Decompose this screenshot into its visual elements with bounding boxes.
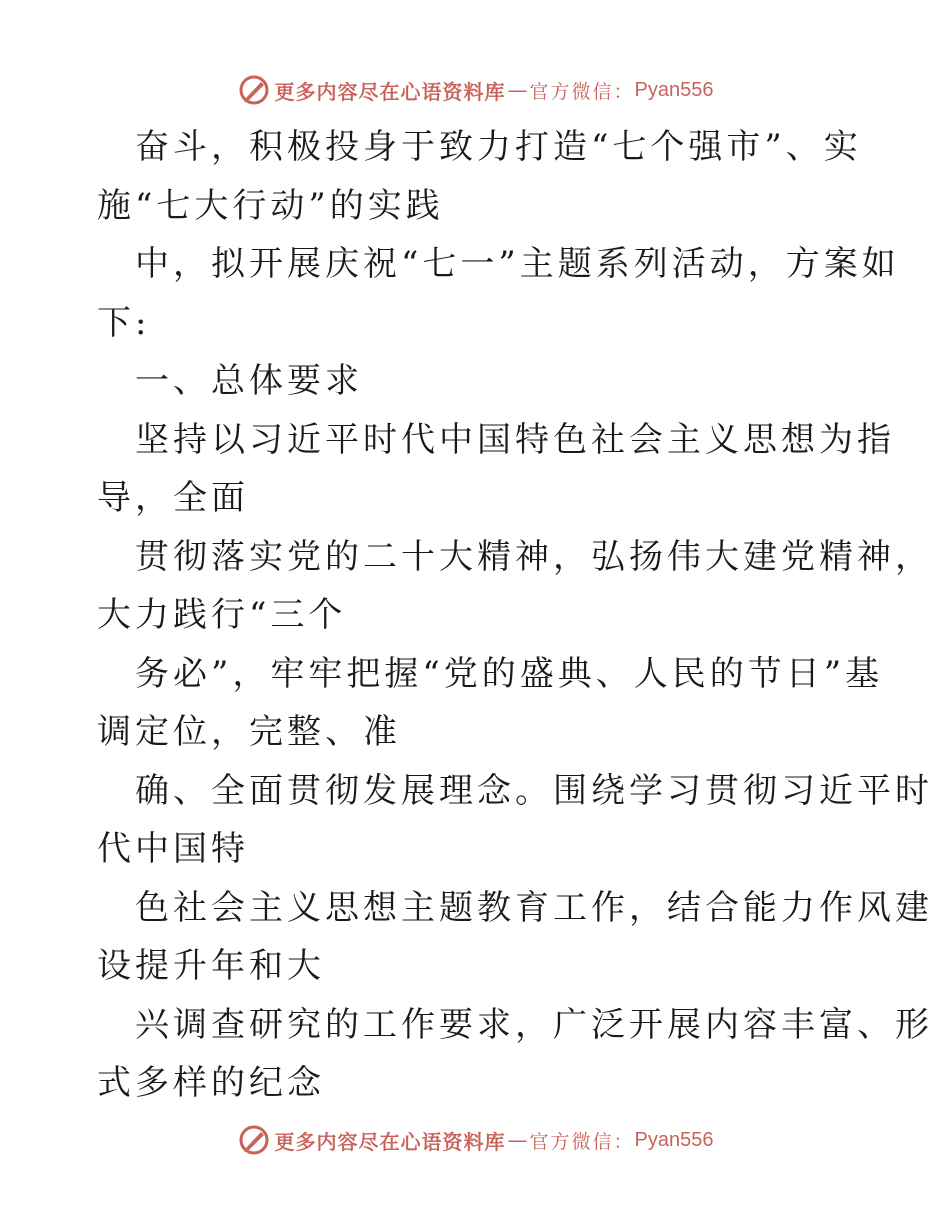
text-line: 设提升年和大 (97, 946, 325, 986)
banner-dash: — (507, 1128, 528, 1152)
text-line: 下: (97, 302, 151, 343)
banner-brand: 更多内容尽在心语资料库 (274, 79, 506, 104)
banner-wechat-id: Pyan556 (634, 78, 714, 101)
banner-dash: — (507, 78, 528, 102)
text-line: 奋斗，积极投身于致力打造“七个强市”、实 (135, 127, 862, 167)
text-line: 兴调查研究的工作要求，广泛开展内容丰富、形 (135, 1004, 933, 1045)
text-line: 施“七大行动”的实践 (97, 185, 444, 226)
text-line: 确、全面贯彻发展理念。围绕学习贯彻习近平时 (135, 770, 933, 811)
banner-wechat-label: 官方微信： (529, 80, 635, 103)
banner-wechat-label: 官方微信： (529, 1130, 635, 1153)
text-line: 大力践行“三个 (97, 595, 347, 635)
banner-wechat-id: Pyan556 (634, 1128, 714, 1151)
section-heading: 一、总体要求 (135, 361, 363, 401)
text-line: 贯彻落实党的二十大精神，弘扬伟大建党精神， (135, 536, 933, 577)
header-banner (0, 70, 950, 110)
text-line: 代中国特 (97, 829, 249, 869)
pen-logo-icon (237, 1123, 271, 1157)
text-line: 色社会主义思想主题教育工作，结合能力作风建 (135, 887, 933, 928)
banner-brand: 更多内容尽在心语资料库 (274, 1129, 506, 1154)
text-line: 调定位，完整、准 (97, 712, 401, 752)
text-line: 中，拟开展庆祝“七一”主题系列活动，方案如 (135, 244, 900, 284)
text-line: 式多样的纪念 (97, 1063, 325, 1103)
document-body (97, 118, 933, 1113)
pen-logo-icon (237, 73, 271, 107)
text-line: 坚持以习近平时代中国特色社会主义思想为指 (135, 419, 895, 460)
text-line: 导，全面 (97, 478, 249, 518)
footer-banner (0, 1120, 950, 1160)
text-line: 务必”，牢牢把握“党的盛典、人民的节日”基 (135, 653, 884, 694)
